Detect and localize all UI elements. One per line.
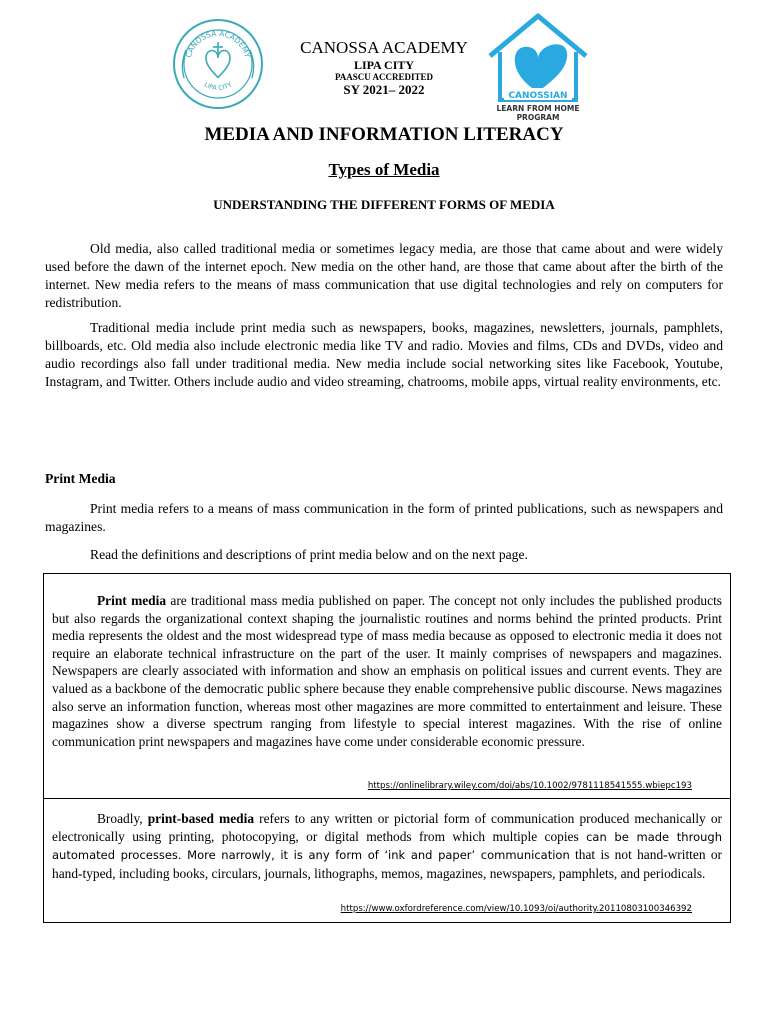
source-link-wiley[interactable]: https://onlinelibrary.wiley.com/doi/abs/10.1002/9781118541555.wbiepc193 bbox=[367, 781, 692, 791]
definition-text-print-based-media: Broadly, print-based media refers to any written or pictorial form of communication produced mechanically or electronically using printing, photocopying, or digital methods from which multiple copies can be made through automated processes. More narrowly, it is any form of ‘ink and paper’ communication that is not hand-written or hand-typed, including books, circulars, journals, lithographs, memos, magazines, newspapers, pamphlets, and periodicals. bbox=[52, 811, 723, 881]
definition-box-print-based-media bbox=[43, 798, 731, 923]
learn-from-home-text: LEARN FROM HOME bbox=[496, 104, 580, 113]
paragraph-traditional-media: Traditional media include print media such as newspapers, books, magazines, newsletters, journals, pamphlets, billboards, etc. Old media also include electronic media like TV and radio. Movies and films, CDs and DVDs, video and audio recordings also fall under traditional media. New media include social networking sites like Facebook, Youtube, Instagram, and Twitter. Others include audio and video streaming, chatrooms, mobile apps, virtual reality environments, etc. bbox=[45, 320, 723, 389]
seal-text-top: CANOSSA ACADEMY bbox=[183, 28, 253, 59]
print-media-heading: Print Media bbox=[45, 471, 116, 486]
term-print-media: Print media bbox=[97, 593, 167, 608]
school-name: CANOSSA ACADEMY bbox=[300, 38, 468, 57]
program-text: PROGRAM bbox=[516, 113, 560, 122]
seal-text-bottom: LIPA CITY bbox=[202, 80, 234, 93]
section-heading: UNDERSTANDING THE DIFFERENT FORMS OF MEDIA bbox=[213, 197, 555, 212]
paragraph-read-instructions: Read the definitions and descriptions of print media below and on the next page. bbox=[90, 547, 528, 562]
subject-title: MEDIA AND INFORMATION LITERACY bbox=[204, 124, 564, 145]
school-accreditation: PAASCU ACCREDITED bbox=[334, 72, 434, 82]
definition-box-print-media bbox=[43, 573, 731, 799]
school-city: LIPA CITY bbox=[353, 58, 415, 72]
source-link-oxford[interactable]: https://www.oxfordreference.com/view/10.1093/oi/authority.20110803100346392 bbox=[340, 904, 692, 914]
paragraph-print-media-definition: Print media refers to a means of mass communication in the form of printed publications, such as newspapers and magazines. bbox=[45, 501, 723, 534]
paragraph-old-new-media: Old media, also called traditional media or sometimes legacy media, are those that came about and were widely used before the dawn of the internet epoch. New media on the other hand, are those that came about after the birth of the internet. New media refers to the means of mass communication that use digital technologies and rely on computers for redistribution. bbox=[45, 241, 723, 310]
definition-text-print-media: Print media are traditional mass media published on paper. The concept not only includes the published products but also regards the organizational context shaping the journalistic routines and norms behind the printed products. Print media represents the oldest and the most widespread type of mass media because as opposed to electronic media it does not require an elaborate technical infrastructure on the part of the user. It mainly comprises of newspapers and magazines. Newspapers are clearly associated with information and show an emphasis on political issues and current events. They are valued as a backbone of the democratic public sphere because they enable comprehensive public discourse. News magazines also serve an information function, whereas most other magazines are more committed to entertainment and leisure. These magazines show a diverse spectrum ranging from lifestyle to special interest magazines. With the rise of online communication print newspapers and magazines have come under considerable economic pressure. bbox=[52, 593, 722, 749]
term-print-based-media: print-based media bbox=[147, 811, 255, 826]
canossian-badge-text: CANOSSIAN bbox=[508, 91, 568, 101]
school-year: SY 2021– 2022 bbox=[343, 82, 425, 97]
topic-title: Types of Media bbox=[328, 160, 440, 179]
